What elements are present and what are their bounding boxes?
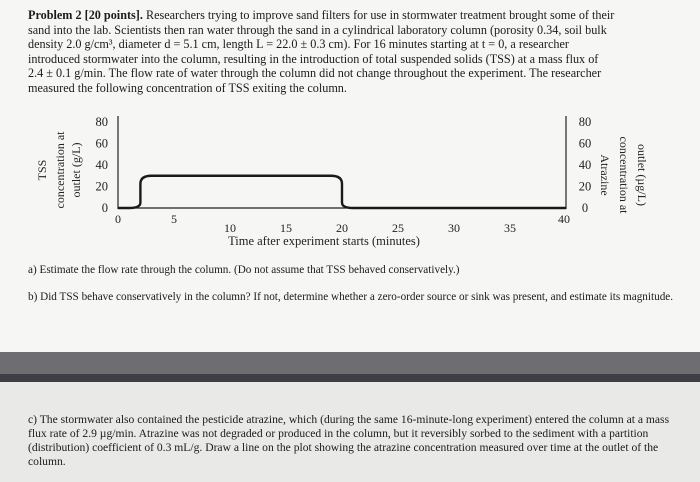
x-tick-label: 35: [504, 221, 516, 235]
y-tick-label-right: 0: [581, 201, 589, 215]
x-tick-label: 15: [280, 221, 292, 235]
x-tick-label: 40: [558, 212, 570, 226]
intro-line: measured the following concentration of TSS exiting the column.: [28, 80, 347, 95]
x-tick-label: 10: [224, 221, 236, 235]
tss-series-line: [118, 176, 566, 208]
y-axis-label-left: TSS: [35, 159, 49, 181]
intro-line: sand into the lab. Scientists then ran water through the sand in a cylindrical laboratory column (porosity 0.34, soil bulk: [28, 22, 607, 37]
intro-line: 2.4 ± 0.1 g/min. The flow rate of water through the column did not change throughout the experiment. The researcher: [28, 66, 602, 81]
y-axis-label-right: concentration at: [617, 136, 631, 214]
question-c: c) The stormwater also contained the pesticide atrazine, which (during the same 16-minute-long experiment) entered the column at a mass flux rate of 2.9 µg/min. Atrazine was not degraded or produced in the column, but it reversibly sorbed to the sediment with a partition (distribution) coefficient of 0.3 mL/g. Draw a line on the plot showing the atrazine concentration measured over time at the outlet of the column.: [28, 413, 670, 468]
y-tick-label-right: 40: [578, 158, 592, 172]
y-tick-label-left: 60: [95, 136, 108, 151]
intro-line: introduced stormwater into the column, resulting in the introduction of total suspended solids (TSS) at a mass flux of: [28, 51, 599, 66]
y-tick-label-left: 0: [101, 201, 108, 215]
x-tick-label: 20: [336, 221, 348, 235]
y-tick-label-right: 60: [578, 136, 592, 151]
problem-heading: Problem 2 [20 points].: [28, 8, 143, 22]
y-tick-label-left: 80: [95, 115, 108, 129]
y-axis-label-right: Atrazine: [598, 154, 612, 196]
x-tick-label: 25: [392, 221, 404, 235]
intro-line: Researchers trying to improve sand filters for use in stormwater treatment brought some of their: [145, 8, 615, 22]
x-axis-label: Time after experiment starts (minutes): [228, 234, 420, 248]
x-tick-label: 5: [171, 212, 177, 226]
y-axis-label-right: outlet (µg/L): [635, 144, 649, 206]
question-a: a) Estimate the flow rate through the column. (Do not assume that TSS behaved conservatively.): [28, 264, 460, 276]
x-tick-label: 0: [115, 212, 121, 226]
intro-line: density 2.0 g/cm³, diameter d = 5.1 cm, length L = 22.0 ± 0.3 cm). For 16 minutes starting at t = 0, a researcher: [28, 37, 569, 52]
y-axis-label-left: concentration at: [53, 131, 67, 209]
x-tick-label: 30: [448, 221, 460, 235]
y-tick-label-left: 20: [95, 179, 108, 194]
y-tick-label-right: 80: [578, 115, 592, 129]
y-tick-label-left: 40: [95, 158, 108, 172]
y-tick-label-right: 20: [578, 179, 592, 194]
y-axis-label-left: outlet (g/L): [69, 142, 83, 198]
question-b: b) Did TSS behave conservatively in the column? If not, determine whether a zero-order source or sink was present, and estimate its magnitude.: [28, 291, 674, 303]
